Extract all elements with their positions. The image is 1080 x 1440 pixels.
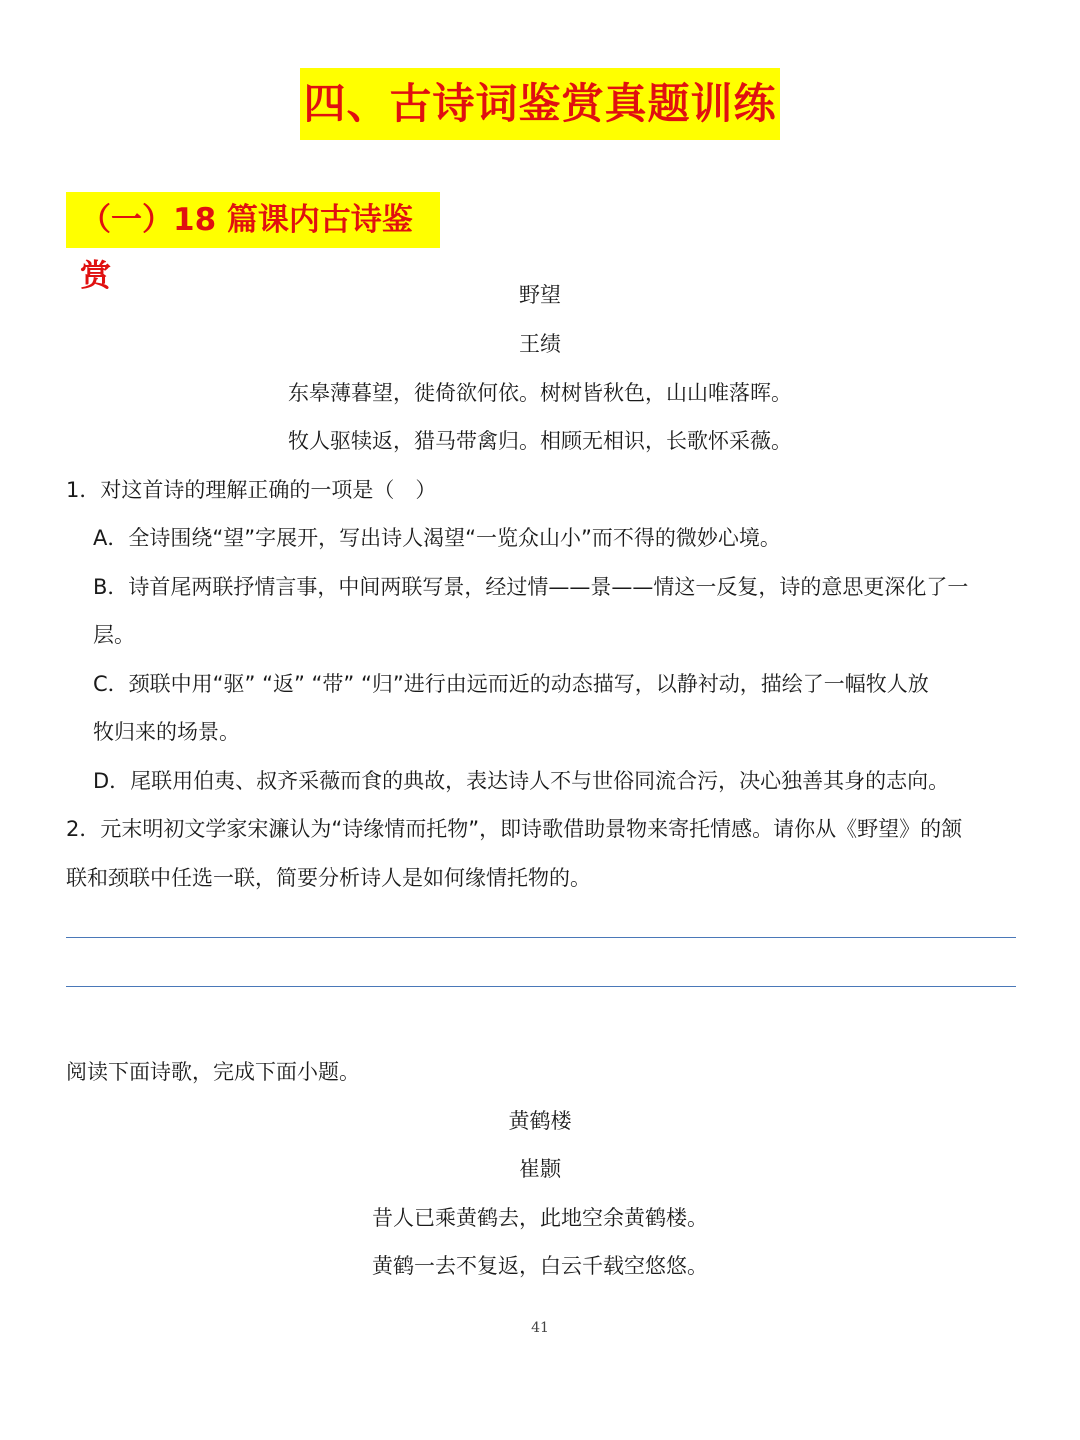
question-2-line-1: 2．元末明初文学家宋濂认为“诗缘情而托物”，即诗歌借助景物来寄托情感。请你从《野望》的颔 — [66, 817, 963, 841]
poem1-author: 王绩 — [519, 332, 561, 356]
question-1-stem: 1．对这首诗的理解正确的一项是（ ） — [66, 478, 437, 502]
answer-line-1[interactable] — [66, 937, 1016, 938]
main-title: 四、古诗词鉴赏真题训练 — [300, 68, 780, 140]
poem1-line-1: 东皋薄暮望，徙倚欲何依。树树皆秋色，山山唯落晖。 — [288, 381, 792, 405]
page-number: 41 — [531, 1320, 549, 1336]
reading-intro: 阅读下面诗歌，完成下面小题。 — [66, 1060, 360, 1084]
question-1-option-b: B．诗首尾两联抒情言事，中间两联写景，经过情——景——情这一反复，诗的意思更深化了一 — [93, 575, 969, 599]
question-1-option-c-cont: 牧归来的场景。 — [93, 720, 240, 744]
poem2-title: 黄鹤楼 — [508, 1109, 572, 1133]
question-2-line-2: 联和颈联中任选一联，简要分析诗人是如何缘情托物的。 — [66, 866, 591, 890]
section-title: （一）18 篇课内古诗鉴赏 — [66, 192, 440, 248]
question-1-option-c: C．颈联中用“驱” “返” “带” “归”进行由远而近的动态描写，以静衬动，描绘了一幅牧人放 — [93, 672, 929, 696]
question-1-option-a: A．全诗围绕“望”字展开，写出诗人渴望“一览众山小”而不得的微妙心境。 — [93, 526, 781, 550]
poem2-line-1: 昔人已乘黄鹤去，此地空余黄鹤楼。 — [372, 1206, 708, 1230]
poem2-author: 崔颢 — [519, 1157, 561, 1181]
answer-line-2[interactable] — [66, 986, 1016, 987]
question-1-option-b-cont: 层。 — [93, 623, 135, 647]
poem1-title: 野望 — [519, 283, 561, 307]
poem2-line-2: 黄鹤一去不复返，白云千载空悠悠。 — [372, 1254, 708, 1278]
question-1-option-d: D．尾联用伯夷、叔齐采薇而食的典故，表达诗人不与世俗同流合污，决心独善其身的志向。 — [93, 769, 950, 793]
poem1-line-2: 牧人驱犊返，猎马带禽归。相顾无相识，长歌怀采薇。 — [288, 429, 792, 453]
